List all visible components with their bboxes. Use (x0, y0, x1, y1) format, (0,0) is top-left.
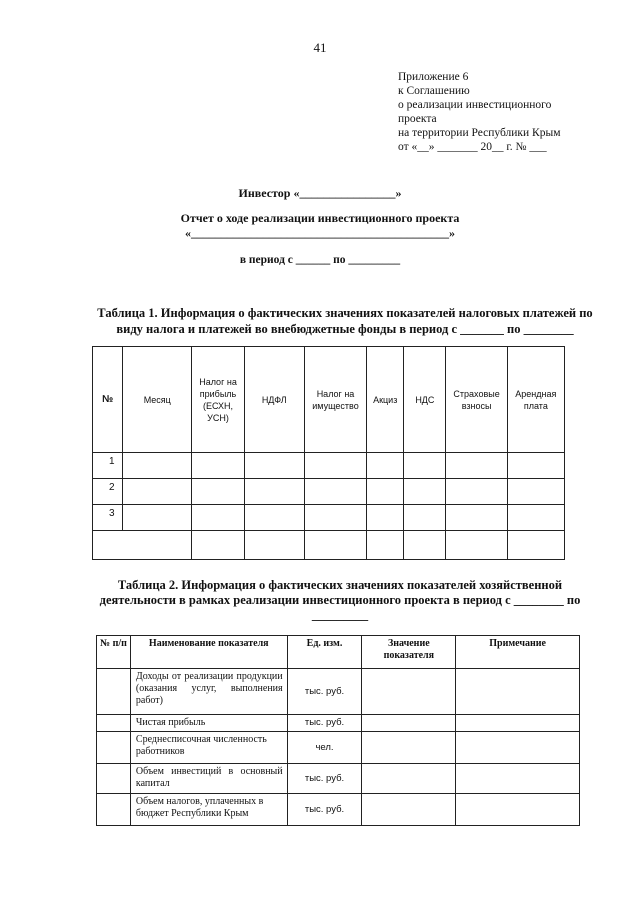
row-number: 2 (93, 479, 123, 505)
table-row (97, 732, 580, 764)
row-number (97, 732, 131, 764)
indicator-unit: тыс. руб. (287, 715, 362, 732)
table2-caption: Таблица 2. Информация о фактических значениях показателей хозяйственной деятельности в рамках реализации инвестиционного проекта в период с ________ по _________ (99, 578, 581, 622)
col-header-rent: Арендная плата (507, 347, 564, 453)
report-title: Отчет о ходе реализации инвестиционного проекта (180, 211, 460, 225)
indicator-name: Объем инвестиций в основный капитал (130, 764, 287, 794)
table-row (97, 764, 580, 794)
table-row (97, 794, 580, 826)
indicator-name: Доходы от реализации продукции (оказания услуг, выполнения работ) (130, 669, 287, 715)
page-number: 41 (313, 40, 327, 55)
col-header-number: № (93, 347, 123, 453)
col-header-profit-tax: Налог на прибыль (ЕСХН, УСН) (192, 347, 244, 453)
row-number: 1 (93, 453, 123, 479)
table-row (93, 453, 565, 479)
appendix-line: от «__» _______ 20__ г. № ___ (398, 141, 547, 153)
col-header-insurance: Страховые взносы (446, 347, 507, 453)
table-row (97, 669, 580, 715)
table-row (93, 505, 565, 531)
col-header-number: № п/п (97, 636, 131, 669)
appendix-line: на территории Республики Крым (398, 127, 561, 139)
report-project-line: «___________________________________________» (185, 226, 455, 240)
table-row (93, 531, 565, 560)
report-period: в период с ______ по _________ (239, 254, 401, 266)
row-number (97, 764, 131, 794)
col-header-month: Месяц (123, 347, 192, 453)
col-header-vat: НДС (404, 347, 446, 453)
indicator-name: Объем налогов, уплаченных в бюджет Республики Крым (130, 794, 287, 826)
appendix-line: о реализации инвестиционного (398, 99, 552, 111)
table-row (93, 479, 565, 505)
row-number (97, 715, 131, 732)
indicator-unit: чел. (287, 732, 362, 764)
col-header-excise: Акциз (367, 347, 404, 453)
business-indicators-table (96, 635, 580, 826)
row-number (97, 794, 131, 826)
col-header-indicator-name: Наименование показателя (130, 636, 287, 669)
appendix-line: Приложение 6 (398, 71, 469, 83)
indicator-name: Чистая прибыль (130, 715, 287, 732)
appendix-line: проекта (398, 113, 437, 125)
investor-line: Инвестор «________________» (238, 186, 402, 200)
appendix-block (398, 70, 560, 154)
table1-caption: Таблица 1. Информация о фактических значениях показателей налоговых платежей по виду налога и платежей во внебюджетные фонды в период с _______ по ________ (97, 306, 593, 336)
col-header-value: Значение показателя (362, 636, 456, 669)
tax-payments-table (92, 346, 565, 560)
indicator-unit: тыс. руб. (287, 764, 362, 794)
col-header-ndfl: НДФЛ (244, 347, 304, 453)
indicator-name: Среднесписочная численность работников (130, 732, 287, 764)
row-number: 3 (93, 505, 123, 531)
indicator-unit: тыс. руб. (287, 669, 362, 715)
col-header-unit: Ед. изм. (287, 636, 362, 669)
col-header-note: Примечание (456, 636, 580, 669)
row-number (97, 669, 131, 715)
appendix-line: к Соглашению (398, 85, 470, 97)
indicator-unit: тыс. руб. (287, 794, 362, 826)
row-number (93, 531, 192, 560)
col-header-property-tax: Налог на имущество (304, 347, 366, 453)
table-row (97, 715, 580, 732)
